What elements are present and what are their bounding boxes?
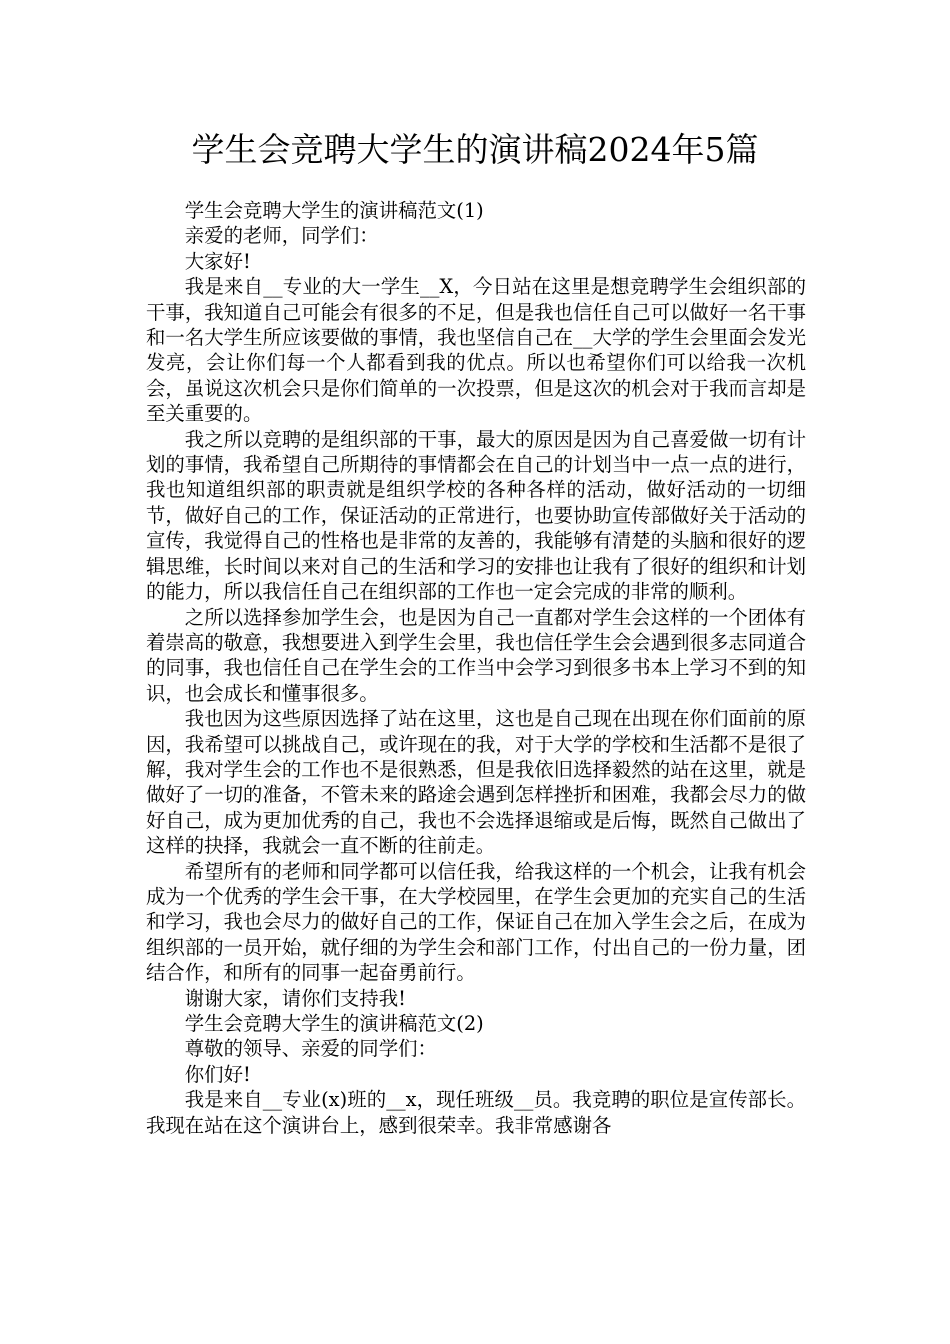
- document-body: [146, 198, 806, 1138]
- body-paragraph: 我是来自__专业(x)班的__x，现任班级__员。我竞聘的职位是宣传部长。我现在站在这个演讲台上，感到很荣幸。我非常感谢各: [146, 1088, 806, 1137]
- document-title: 学生会竞聘大学生的演讲稿2024年5篇: [191, 130, 759, 169]
- greeting: 大家好!: [184, 249, 251, 273]
- greeting: 你们好!: [184, 1062, 251, 1086]
- section-heading-2: 学生会竞聘大学生的演讲稿范文(2): [184, 1012, 484, 1035]
- salutation: 尊敬的领导、亲爱的同学们：: [184, 1037, 437, 1061]
- body-paragraph: 我也因为这些原因选择了站在这里，这也是自己现在出现在你们面前的原因，我希望可以挑战自己，或许现在的我，对于大学的学校和生活都不是很了解，我对学生会的工作也不是很熟悉，但是我依旧选择毅然的站在这里，就是做好了一切的准备，不管未来的路途会遇到怎样挫折和困难，我都会尽力的做好自己，成为更加优秀的自己，我也不会选择退缩或是后悔，既然自己做出了这样的抉择，我就会一直不断的往前走。: [146, 707, 806, 858]
- section-heading-1: 学生会竞聘大学生的演讲稿范文(1): [184, 199, 484, 222]
- body-paragraph: 之所以选择参加学生会，也是因为自己一直都对学生会这样的一个团体有着崇高的敬意，我想要进入到学生会里，我也信任学生会会遇到很多志同道合的同事，我也信任自己在学生会的工作当中会学习到很多书本上学习不到的知识，也会成长和懂事很多。: [146, 605, 806, 705]
- body-paragraph: 我是来自__专业的大一学生__X，今日站在这里是想竞聘学生会组织部的干事，我知道自己可能会有很多的不足，但是我也信任自己可以做好一名干事和一名大学生所应该要做的事情，我也坚信自己在__大学的学生会里面会发光发亮，会让你们每一个人都看到我的优点。所以也希望你们可以给我一次机会，虽说这次机会只是你们简单的一次投票，但是这次的机会对于我而言却是至关重要的。: [146, 275, 806, 426]
- body-paragraph: 我之所以竞聘的是组织部的干事，最大的原因是因为自己喜爱做一切有计划的事情，我希望自己所期待的事情都会在自己的计划当中一点一点的进行，我也知道组织部的职责就是组织学校的各种各样的活动，做好活动的一切细节，做好自己的工作，保证活动的正常进行，也要协助宣传部做好关于活动的宣传，我觉得自己的性格也是非常的友善的，我能够有清楚的头脑和很好的逻辑思维，长时间以来对自己的生活和学习的安排也让我有了很好的组织和计划的能力，所以我信任自己在组织部的工作也一定会完成的非常的顺利。: [146, 427, 806, 604]
- salutation: 亲爱的老师，同学们：: [184, 224, 379, 248]
- closing-line: 谢谢大家，请你们支持我!: [184, 986, 406, 1010]
- body-paragraph: 希望所有的老师和同学都可以信任我，给我这样的一个机会，让我有机会成为一个优秀的学生会干事，在大学校园里，在学生会更加的充实自己的生活和学习，我也会尽力的做好自己的工作，保证自己在加入学生会之后，在成为组织部的一员开始，就仔细的为学生会和部门工作，付出自己的一份力量，团结合作，和所有的同事一起奋勇前行。: [146, 859, 806, 985]
